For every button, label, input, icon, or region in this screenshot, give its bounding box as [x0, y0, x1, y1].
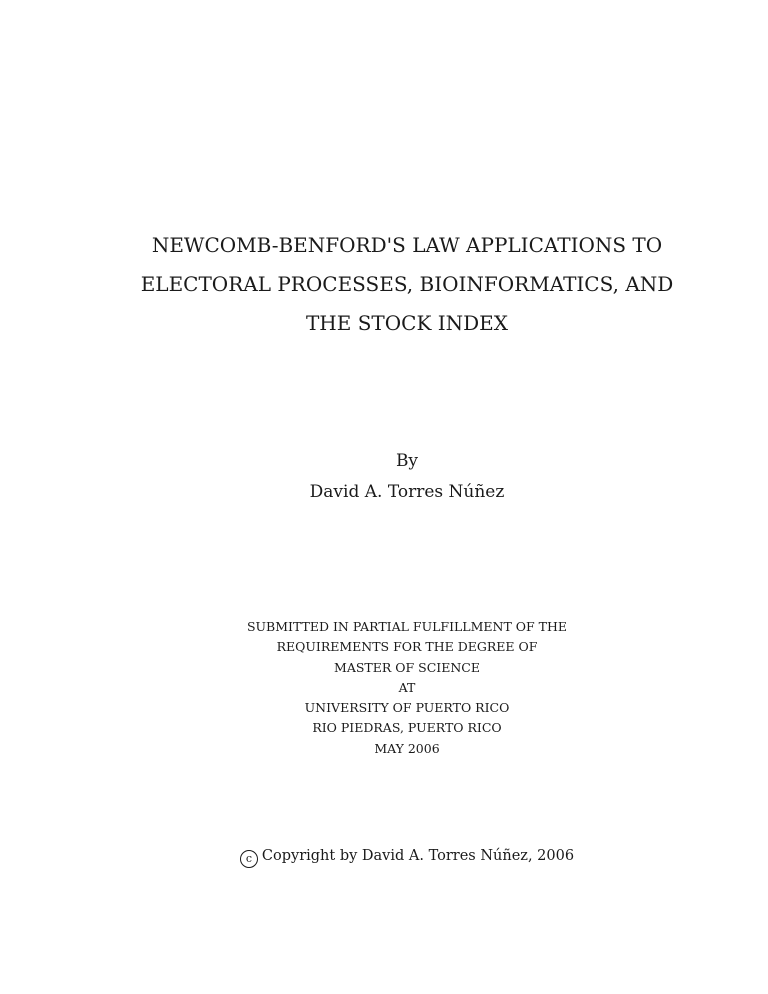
submission-statement: [0, 617, 768, 759]
copyright-notice: [0, 848, 768, 868]
copyright-text: Copyright by David A. Torres Núñez, 2006: [261, 848, 575, 864]
thesis-title: [0, 226, 768, 343]
thesis-title-line-3: THE STOCK INDEX: [305, 311, 509, 335]
submission-line-7: MAY 2006: [374, 740, 440, 756]
submission-line-3: MASTER OF SCIENCE: [334, 659, 480, 675]
submission-line-4: AT: [398, 679, 416, 695]
submission-line-6: RIO PIEDRAS, PUERTO RICO: [312, 720, 502, 736]
submission-line-5: UNIVERSITY OF PUERTO RICO: [304, 700, 510, 716]
thesis-title-line-1: NEWCOMB-BENFORD'S LAW APPLICATIONS TO: [151, 233, 663, 257]
submission-line-1: SUBMITTED IN PARTIAL FULFILLMENT OF THE: [246, 619, 568, 634]
author-name: David A. Torres Núñez: [309, 482, 505, 502]
submission-line-2: REQUIREMENTS FOR THE DEGREE OF: [276, 639, 538, 655]
by-label: By: [395, 451, 419, 471]
thesis-title-line-2: ELECTORAL PROCESSES, BIOINFORMATICS, AND: [140, 272, 674, 296]
copyright-icon: c: [240, 850, 258, 868]
